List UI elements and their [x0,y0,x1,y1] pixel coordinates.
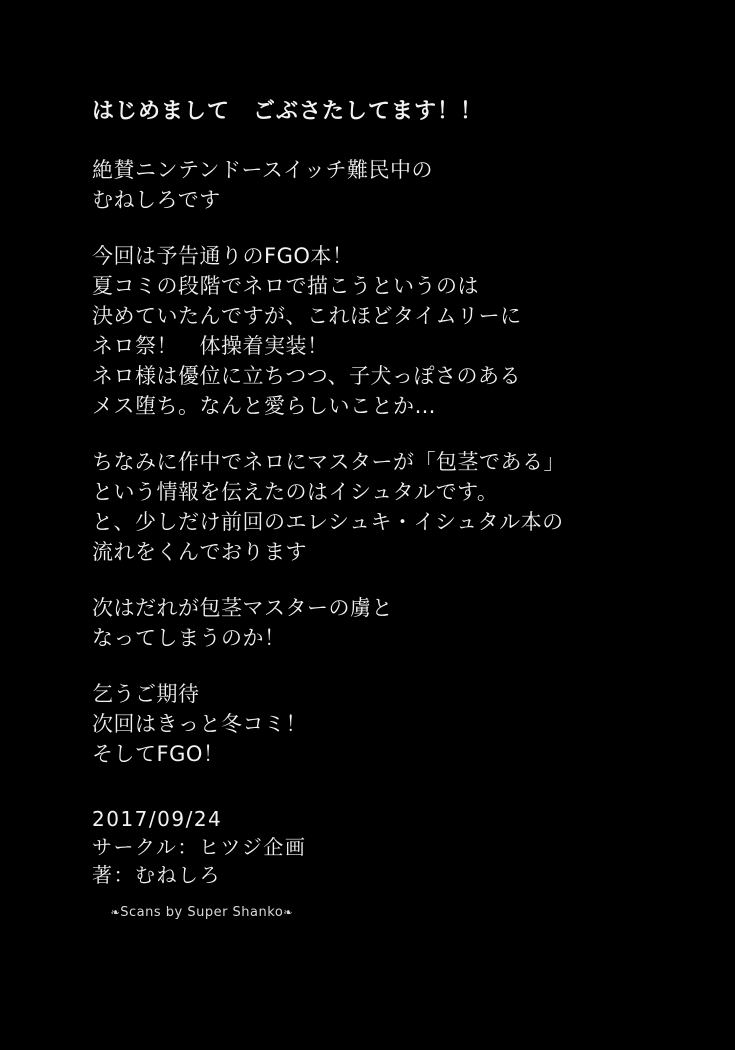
afterword-line: と、少しだけ前回のエレシュキ・イシュタル本の [92,510,564,534]
afterword-line: 決めていたんですが、これほどタイムリーに [92,304,522,328]
afterword-line: なってしまうのか！ [92,626,286,650]
afterword-paragraph [92,593,692,653]
afterword-paragraph [92,95,692,129]
credits-block [92,805,306,889]
afterword-line: はじめまして ごぶさたしてます！！ [92,99,484,124]
afterword-line: 今回は予告通りのFGO本！ [92,244,354,268]
afterword-line: という情報を伝えたのはイシュタルです。 [92,480,499,504]
afterword-line: 絶賛ニンテンドースイッチ難民中の [92,158,434,182]
afterword-line: 夏コミの段階でネロで描こうというのは [92,274,479,298]
afterword-paragraph [92,447,692,567]
publication-date: 2017/09/24 [92,807,223,831]
afterword-paragraph [92,241,692,421]
afterword-line: ネロ様は優位に立ちつつ、子犬っぽさのある [92,364,521,388]
leaf-ornament-icon: ❧ [283,906,293,919]
afterword-text-block [92,95,692,795]
afterword-line: むねしろです [92,188,221,212]
afterword-line: 流れをくんでおります [92,540,307,564]
leaf-ornament-icon: ❧ [110,906,121,919]
scan-credit [92,890,293,935]
afterword-line: ネロ祭！ 体操着実装！ [92,334,329,358]
afterword-line: 乞うご期待 [92,682,200,706]
circle-name: サークル：ヒツジ企画 [92,835,307,859]
scan-credit-text: Scans by Super Shanko [120,905,284,920]
afterword-line: 次回はきっと冬コミ！ [92,712,307,736]
afterword-line: メス堕ち。なんと愛らしいことか… [92,394,436,418]
afterword-line: ちなみに作中でネロにマスターが「包茎である」 [92,450,565,474]
author-name: 著：むねしろ [92,863,221,887]
afterword-paragraph [92,155,692,215]
afterword-line: そしてFGO！ [92,742,225,766]
afterword-line: 次はだれが包茎マスターの虜と [92,596,393,620]
afterword-paragraph [92,679,692,769]
